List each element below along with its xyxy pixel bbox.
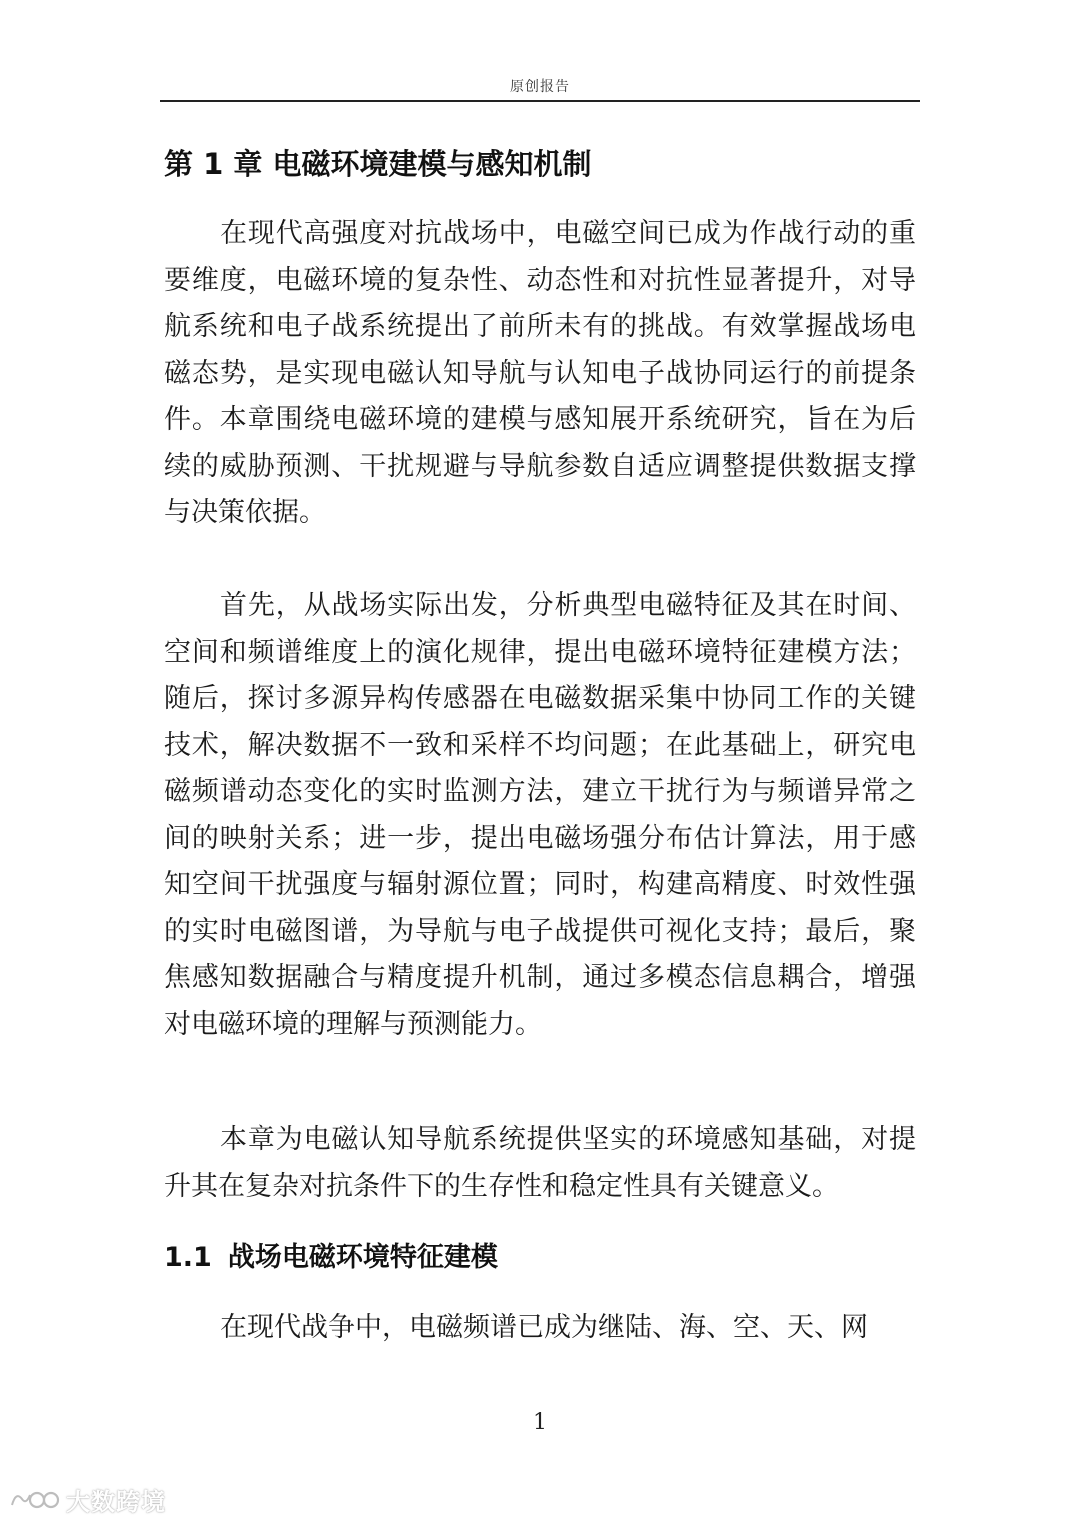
- watermark: [8, 1482, 166, 1516]
- page-number: 1: [533, 1410, 547, 1435]
- header-divider: [160, 100, 920, 102]
- section-title-text: 战场电磁环境特征建模: [227, 1242, 498, 1273]
- watermark-text: 大数跨境: [66, 1487, 166, 1516]
- body-paragraph-2: 首先，从战场实际出发，分析典型电磁特征及其在时间、空间和频谱维度上的演化规律，提出电磁环境特征建模方法；随后，探讨多源异构传感器在电磁数据采集中协同工作的关键技术，解决数据不一致和采样不均问题；在此基础上，研究电磁频谱动态变化的实时监测方法，建立干扰行为与频谱异常之间的映射关系；进一步，提出电磁场强分布估计算法，用于感知空间干扰强度与辐射源位置；同时，构建高精度、时效性强的实时电磁图谱，为导航与电子战提供可视化支持；最后，聚焦感知数据融合与精度提升机制，通过多模态信息耦合，增强对电磁环境的理解与预测能力。: [164, 590, 916, 1040]
- section-heading: [164, 1235, 498, 1274]
- section-paragraph: 在现代战争中，电磁频谱已成为继陆、海、空、天、网: [220, 1312, 868, 1343]
- chapter-title: 第 1 章 电磁环境建模与感知机制: [164, 147, 592, 181]
- body-paragraph-1: 在现代高强度对抗战场中，电磁空间已成为作战行动的重要维度，电磁环境的复杂性、动态性和对抗性显著提升，对导航系统和电子战系统提出了前所未有的挑战。有效掌握战场电磁态势，是实现电磁认知导航与认知电子战协同运行的前提条件。本章围绕电磁环境的建模与感知展开系统研究，旨在为后续的威胁预测、干扰规避与导航参数自适应调整提供数据支撑与决策依据。: [164, 218, 916, 528]
- dashuju-logo-icon: [8, 1485, 60, 1513]
- body-paragraph-3: 本章为电磁认知导航系统提供坚实的环境感知基础，对提升其在复杂对抗条件下的生存性和稳定性具有关键意义。: [164, 1124, 916, 1202]
- section-number: 1.1: [164, 1242, 212, 1273]
- running-header: 原创报告: [510, 79, 570, 95]
